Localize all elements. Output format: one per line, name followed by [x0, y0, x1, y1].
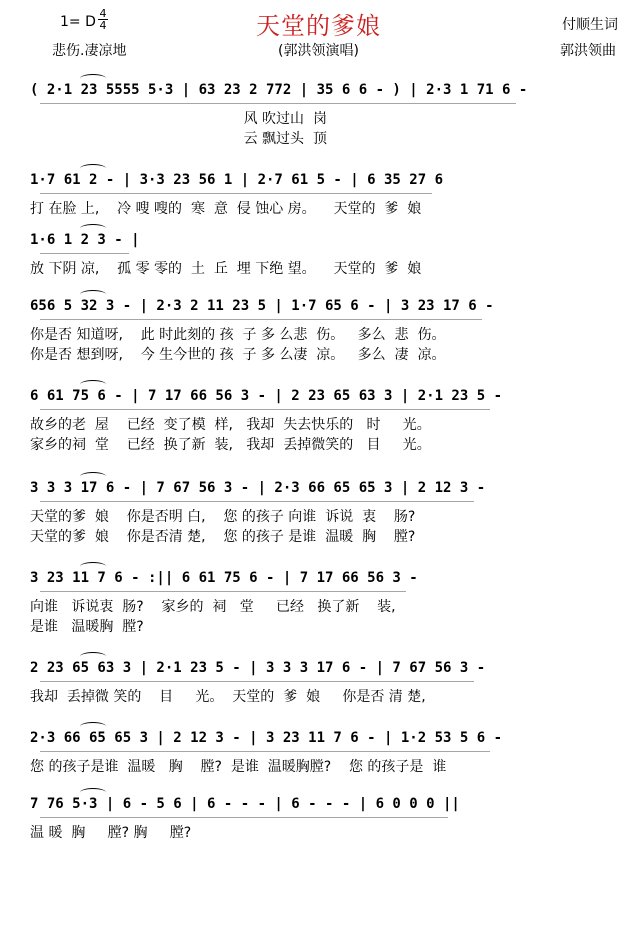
lyric-line: 向谁 诉说衷 肠? 家乡的 祠 堂 已经 换了新 装,	[30, 599, 396, 615]
beam-line	[40, 751, 490, 752]
slur-mark	[80, 164, 106, 173]
beam-line	[40, 319, 482, 320]
music-system	[0, 796, 637, 926]
time-signature-bottom: 4	[99, 19, 107, 32]
notation-line: ( 2·1 23 5555 5·3 | 63 23 2 772 | 35 6 6 - ) | 2·3 1 71 6 -	[30, 82, 528, 98]
song-subtitle: (郭洪领演唱)	[278, 43, 359, 59]
beam-line	[40, 817, 448, 818]
lyric-line: 您 的孩子是谁 温暖 胸 膛? 是谁 温暖胸膛? 您 的孩子是 谁	[30, 759, 447, 775]
beam-line	[40, 103, 516, 104]
lyric-line: 放 下阴 凉, 孤 零 零的 土 丘 埋 下绝 望。 天堂的 爹 娘	[30, 261, 422, 277]
slur-mark	[80, 74, 106, 83]
notation-line: 3 23 11 7 6 - :|| 6 61 75 6 - | 7 17 66 56 3 -	[30, 570, 418, 586]
lyric-line: 云 飘过头 顶	[30, 131, 327, 147]
beam-line	[40, 681, 474, 682]
beam-line	[40, 193, 432, 194]
slur-mark	[80, 224, 106, 233]
lyric-line: 风 吹过山 岗	[30, 111, 327, 127]
mood-marking: 悲伤.凄凉地	[52, 43, 127, 59]
lyric-line: 是谁 温暖胸 膛?	[30, 619, 144, 635]
lyric-line: 天堂的爹 娘 你是否明 白, 您 的孩子 向谁 诉说 衷 肠?	[30, 509, 416, 525]
notation-line: 1·7 61 2 - | 3·3 23 56 1 | 2·7 61 5 - | 6 35 27 6	[30, 172, 444, 188]
time-signature-top: 4	[99, 7, 107, 20]
lyric-line: 你是否 想到呀, 今 生今世的 孩 子 多 么凄 凉。 多么 凄 凉。	[30, 347, 446, 363]
lyric-line: 温 暖 胸 膛? 胸 膛?	[30, 825, 192, 841]
notation-line: 3 3 3 17 6 - | 7 67 56 3 - | 2·3 66 65 65 3 | 2 12 3 -	[30, 480, 486, 496]
lyric-line: 打 在脸 上, 冷 嗖 嗖的 寒 意 侵 蚀心 房。 天堂的 爹 娘	[30, 201, 422, 217]
lyric-line: 故乡的老 屋 已经 变了模 样, 我却 失去快乐的 时 光。	[30, 417, 431, 433]
lyric-line: 天堂的爹 娘 你是否清 楚, 您 的孩子 是谁 温暖 胸 膛?	[30, 529, 416, 545]
slur-mark	[80, 652, 106, 661]
lyricist-credit: 付顺生词	[562, 17, 618, 33]
lyric-line: 家乡的祠 堂 已经 换了新 装, 我却 丢掉微笑的 目 光。	[30, 437, 431, 453]
beam-line	[40, 253, 129, 254]
slur-mark	[80, 380, 106, 389]
slur-mark	[80, 562, 106, 571]
notation-line: 656 5 32 3 - | 2·3 2 11 23 5 | 1·7 65 6 - | 3 23 17 6 -	[30, 298, 494, 314]
notation-line: 2·3 66 65 65 3 | 2 12 3 - | 3 23 11 7 6 - | 1·2 53 5 6 -	[30, 730, 503, 746]
slur-mark	[80, 290, 106, 299]
slur-mark	[80, 788, 106, 797]
lyric-line: 你是否 知道呀, 此 时此刻的 孩 子 多 么悲 伤。 多么 悲 伤。	[30, 327, 446, 343]
beam-line	[40, 409, 490, 410]
beam-line	[40, 501, 474, 502]
composer-credit: 郭洪领曲	[560, 43, 616, 59]
song-title: 天堂的爹娘	[256, 12, 381, 40]
key-signature: 1= D	[60, 14, 96, 30]
notation-line: 6 61 75 6 - | 7 17 66 56 3 - | 2 23 65 63 3 | 2·1 23 5 -	[30, 388, 503, 404]
beam-line	[40, 591, 406, 592]
lyric-line: 我却 丢掉微 笑的 目 光。 天堂的 爹 娘 你是否 清 楚,	[30, 689, 426, 705]
notation-line: 7 76 5·3 | 6 - 5 6 | 6 - - - | 6 - - - | 6 0 0 0 ||	[30, 796, 460, 812]
slur-mark	[80, 722, 106, 731]
notation-line: 1·6 1 2 3 - |	[30, 232, 140, 248]
slur-mark	[80, 472, 106, 481]
notation-line: 2 23 65 63 3 | 2·1 23 5 - | 3 3 3 17 6 - | 7 67 56 3 -	[30, 660, 486, 676]
